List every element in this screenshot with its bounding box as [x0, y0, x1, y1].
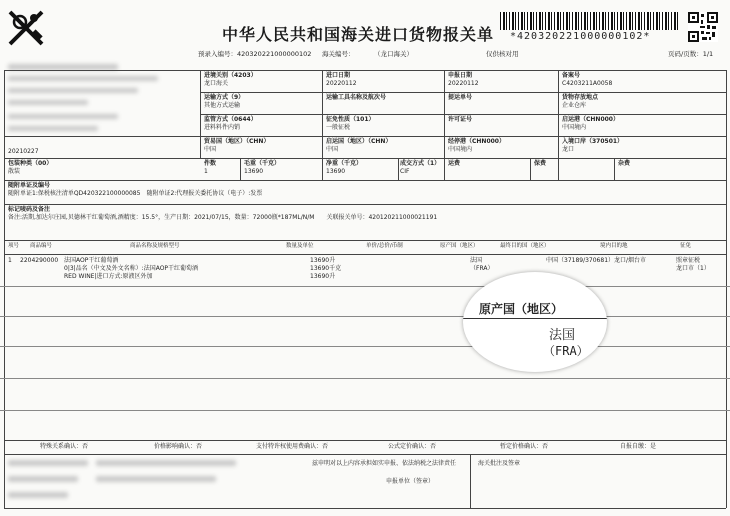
goods-name-line: 0|3|品名（中文及外文名称）:法国AOP干红葡萄酒	[64, 265, 199, 272]
redacted-text	[8, 76, 158, 81]
declaration-statement: 兹申明对以上内容承担如实申报、依法纳税之法律责任	[312, 460, 457, 467]
grid-line	[240, 158, 241, 180]
departure-port-field: 启运港（CHN000） 中国境内	[562, 116, 619, 131]
grid-line	[4, 204, 726, 205]
redacted-text	[96, 460, 236, 466]
goods-name-line: 法国AOP干红葡萄酒	[64, 257, 119, 264]
customs-approval: 海关批注及签章	[478, 460, 521, 467]
item-number: 1	[8, 257, 12, 264]
redacted-text	[8, 100, 88, 105]
grid-line	[398, 158, 399, 180]
col-header-hs-code: 商品编号	[30, 243, 53, 249]
supervision-mode-field: 监管方式（0644） 进料料件内销	[204, 116, 257, 131]
page-count: 页码/页数：1/1	[668, 50, 714, 58]
grid-line	[4, 454, 726, 455]
package-type-field: 包装种类（00） 散装	[8, 160, 53, 175]
record-number-field: 备案号 C4203211A0058	[562, 72, 613, 87]
misc-fee-field: 杂费	[618, 160, 631, 167]
royalty-payment: 支付特许权使用费确认：否	[256, 443, 329, 450]
trade-country-field: 贸易国（地区）（CHN） 中国	[204, 138, 270, 153]
declare-date-field: 申报日期 20220112	[448, 72, 479, 87]
origin-country-field: 启运国（地区）（CHN） 中国	[326, 138, 392, 153]
levy-code: （1）	[694, 265, 710, 272]
pre-entry-number: 预录入编号：420320221000000102	[198, 50, 312, 58]
table-rule	[0, 316, 730, 317]
grid-line	[200, 114, 726, 115]
form-title: 中华人民共和国海关进口货物报关单	[222, 25, 495, 44]
customs-number: 海关编号： （龙口海关）	[322, 50, 413, 58]
redacted-text	[96, 476, 216, 482]
entry-port-field: 进境关别（4203） 龙口海关	[204, 72, 257, 87]
redacted-text	[8, 492, 68, 498]
grid-line	[558, 70, 559, 180]
quantity-line: 13690升	[310, 273, 336, 280]
grid-line	[4, 158, 726, 159]
grid-line	[4, 180, 726, 181]
attached-documents: 随附单证及编号 随附单证1:保税核注清单QD420322100000085 随附单证2:代理报关委托协议（电子）:发票	[8, 182, 263, 197]
storage-location-field: 货物存放地点 企业仓库	[562, 94, 599, 109]
self-declare-pay: 自报自缴：是	[620, 443, 657, 450]
marks-remarks: 标记唛码及备注 备注:活期,加达尔庄园,贝德林干红葡萄酒,酒精度：15.5°，生产日期：2021/07/15，数量：72000瓶*187ML/N/M 关联报关单号：420120211000021191	[8, 206, 438, 221]
gross-weight-field: 毛重（千克） 13690	[244, 160, 281, 175]
domestic-destination: 龙口市	[676, 265, 695, 272]
magnified-origin-code: （FRA）	[543, 344, 589, 358]
grid-line	[726, 70, 727, 508]
barcode-number: *420320221000000102*	[510, 31, 651, 42]
declarant-stamp: 申报单位（签章）	[386, 478, 435, 485]
grid-line	[4, 508, 726, 509]
pieces-field: 件数 1	[204, 160, 217, 175]
origin-country: 法国	[470, 257, 483, 264]
qr-code-icon	[688, 12, 718, 42]
grid-line	[4, 70, 726, 71]
table-rule	[0, 378, 730, 379]
col-header-qty: 数量及单位	[286, 243, 314, 249]
grid-line	[470, 454, 471, 508]
vessel-field: 运输工具名称及航次号	[326, 94, 387, 101]
table-rule	[0, 286, 730, 287]
grid-line	[322, 70, 323, 180]
customs-emblem-icon	[6, 8, 46, 48]
col-header-item: 项号	[8, 243, 20, 249]
freight-field: 运费	[448, 160, 461, 167]
grid-line	[4, 136, 726, 137]
quantity-line: 13690升	[310, 257, 336, 264]
table-rule	[0, 410, 730, 411]
magnified-divider	[463, 318, 607, 319]
redacted-text	[8, 460, 88, 466]
redacted-text	[8, 476, 78, 482]
grid-line	[4, 70, 5, 508]
grid-line	[200, 92, 726, 93]
magnified-origin-country: 法国	[549, 328, 576, 343]
grid-line	[530, 158, 531, 180]
col-header-price: 单价/总价/币制	[366, 243, 403, 249]
col-header-destination: 最终目的国（地区）	[500, 243, 550, 249]
transport-mode-field: 运输方式（9） 其他方式运输	[204, 94, 245, 109]
col-header-domestic: 境内目的地	[600, 243, 628, 249]
bill-of-lading-field: 提运单号	[448, 94, 473, 101]
origin-code: （FRA）	[470, 265, 494, 272]
special-relationship: 特殊关系确认：否	[40, 443, 89, 450]
entry-checkpoint-field: 入境口岸（370501） 龙口	[562, 138, 624, 153]
hs-code: 2204290000	[20, 257, 59, 264]
levy-nature-field: 征免性质（101） 一般征税	[326, 116, 375, 131]
table-rule	[0, 346, 730, 347]
grid-line	[4, 254, 726, 255]
magnified-origin-label: 原产国（地区）	[479, 302, 564, 316]
deal-mode-field: 成交方式（1） CIF	[400, 160, 441, 175]
goods-name-line: RED WINE|进口方式:原液区外加	[64, 273, 153, 280]
redacted-text	[8, 88, 138, 93]
grid-line	[200, 70, 201, 158]
levy-mode: 照章征税	[676, 257, 701, 264]
insurance-field: 保费	[534, 160, 547, 167]
grid-line	[444, 70, 445, 180]
stopover-port-field: 经停港（CHN000） 中国境内	[448, 138, 505, 153]
col-header-name: 商品名称及规格型号	[130, 243, 180, 249]
provisional-price: 暂定价格确认：否	[500, 443, 549, 450]
formula-pricing: 公式定价确认：否	[388, 443, 437, 450]
redacted-text	[8, 114, 118, 119]
col-header-origin: 原产国（地区）	[440, 243, 479, 249]
import-date-field: 进口日期 20220112	[326, 72, 357, 87]
license-number-field: 许可证号	[448, 116, 473, 123]
barcode	[500, 12, 678, 30]
net-weight-field: 净重（千克） 13690	[326, 160, 363, 175]
redacted-text	[8, 126, 98, 131]
grid-line	[4, 240, 726, 241]
left-date: 20210227	[8, 148, 39, 155]
col-header-levy: 征免	[680, 243, 692, 249]
grid-line	[614, 158, 615, 180]
destination-country: 中国（37189/370681）龙口/烟台市	[546, 257, 647, 264]
price-influence: 价格影响确认：否	[154, 443, 203, 450]
grid-line	[4, 440, 726, 441]
magnifier-callout	[463, 272, 607, 372]
verification-note: 仅供核对用	[486, 50, 519, 58]
quantity-line: 13690千克	[310, 265, 342, 272]
